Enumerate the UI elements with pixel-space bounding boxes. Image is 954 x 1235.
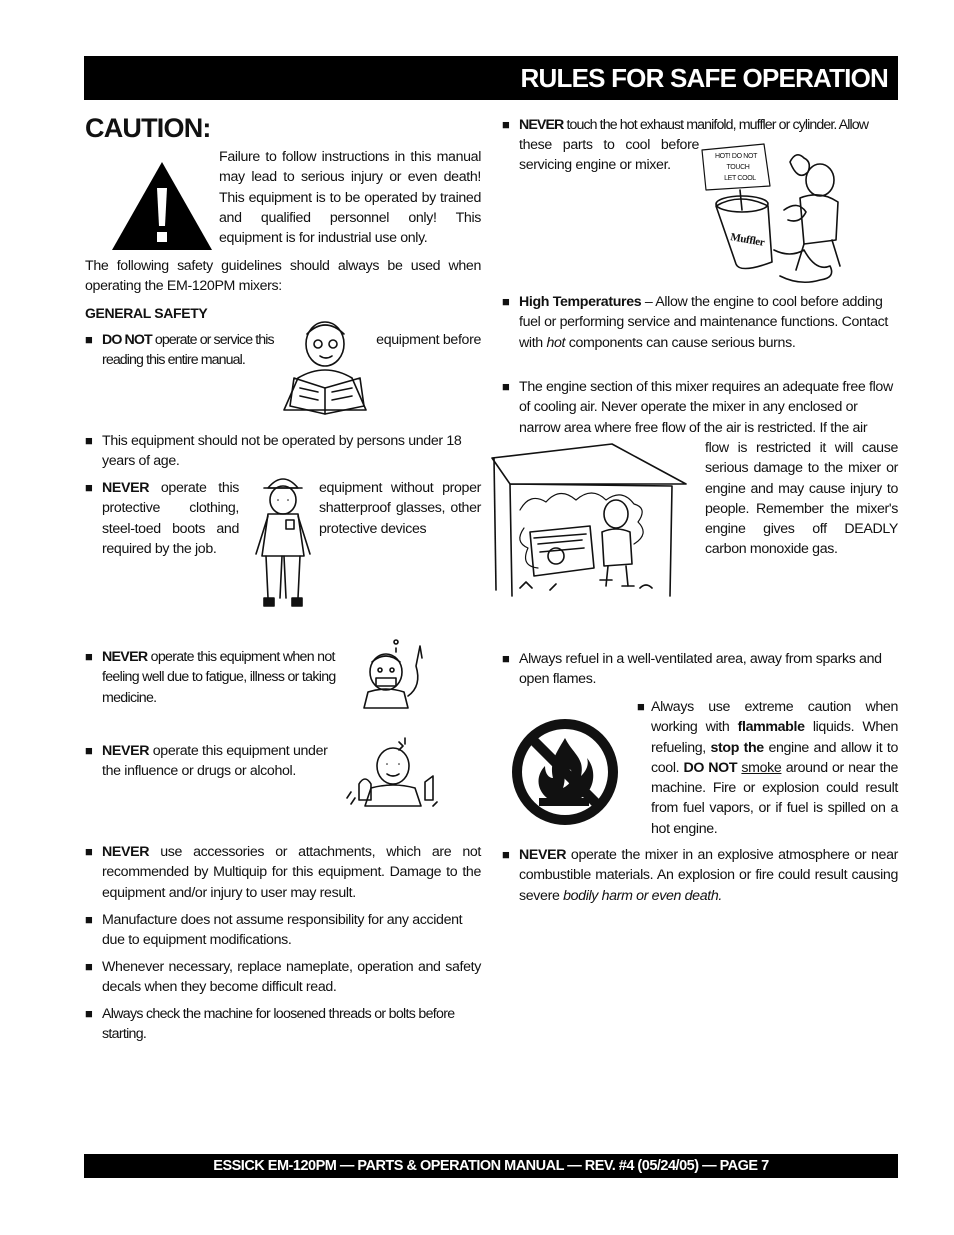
list-item: ■ NEVER touch the hot exhaust manifold, muffler or cylinder. Allow (502, 117, 869, 133)
warning-triangle-icon (110, 160, 214, 252)
header-bar (84, 56, 898, 100)
intro-guidelines: The following safety guidelines should always be used when operating the EM-120PM mixers: (85, 258, 481, 295)
footer-text: ESSICK EM-120PM — PARTS & OPERATION MANUAL — REV. #4 (05/24/05) — PAGE 7 (213, 1158, 769, 1174)
list-item-text: equipment before (376, 332, 481, 348)
muffler-label: Muffler (729, 231, 766, 249)
list-item: ■ NEVER operate this equipment when not feeling well due to fatigue, illness or taking medicine. (85, 649, 336, 706)
protective-worker-illustration (248, 470, 318, 610)
list-item: ■ Manufacture does not assume responsibility for any accident due to equipment modifications. (85, 912, 463, 949)
hot-muffler-illustration (700, 140, 850, 288)
sign-text: LET COOL (724, 175, 756, 182)
list-item: ■ The engine section of this mixer requires an adequate free flow of cooling air. Never operate the mixer in any enclosed or narrow area where free flow of the air is restricted. If the air (502, 379, 893, 436)
list-item: ■ NEVER use accessories or attachments, which are not recommended by Multiquip for this equipment. Damage to the equipment and/or injury to user may result. (85, 844, 481, 901)
list-item: ■ NEVER operate this equipment under the influence or drugs or alcohol. (85, 743, 328, 780)
list-item-text: these parts to cool before servicing engine or mixer. (519, 137, 699, 174)
list-item: ■ Always refuel in a well-ventilated area, away from sparks and open flames. (502, 651, 882, 688)
sick-person-illustration (360, 636, 436, 710)
list-item-text: flow is restricted it will cause serious damage to the mixer or engine and may cause injury to people. Remember the mixer's engine gives off DEADLY carbon monoxide gas. (705, 440, 898, 558)
list-item: ■ NEVER operate this protective clothing, steel-toed boots and required by the job. (85, 480, 239, 557)
reading-man-illustration (280, 318, 380, 416)
footer-bar (84, 1154, 898, 1178)
general-safety-heading: GENERAL SAFETY (85, 305, 208, 321)
drunk-person-illustration (345, 736, 441, 810)
sign-text: HOT! DO NOT (714, 153, 758, 160)
sign-text: TOUCH (726, 164, 750, 171)
no-open-flame-icon (511, 718, 619, 826)
caution-heading: CAUTION: (85, 113, 211, 143)
list-item: ■ High Temperatures – Allow the engine to cool before adding fuel or performing service and maintenance functions. Contact with hot components can cause serious burns. (502, 294, 889, 351)
list-item: ■ Always use extreme caution when working with flammable liquids. When refueling, stop the engine and allow it to cool. DO NOT smoke around or near the machine. Fire or explosion could result from fuel vapors, or if fuel is spilled on a hot engine. (637, 699, 899, 837)
list-item: ■ NEVER operate the mixer in an explosive atmosphere or near combustible materials. An explosion or fire could result causing severe bodily harm or even death. (502, 847, 898, 904)
list-item: ■ This equipment should not be operated by persons under 18 years of age. (85, 433, 462, 470)
enclosed-area-illustration (490, 440, 692, 602)
list-item: ■ Whenever necessary, replace nameplate, operation and safety decals when they become difficult read. (85, 959, 481, 996)
list-item-text: equipment without proper shatterproof glasses, other protective devices (319, 480, 481, 537)
list-item: ■ DO NOT operate or service this reading this entire manual. (85, 332, 274, 369)
list-item: ■ Always check the machine for loosened threads or bolts before starting. (85, 1006, 455, 1043)
intro-warning: Failure to follow instructions in this manual may lead to serious injury or even death! This equipment is to be operated by trained and qualified personnel only! This equipment is for industrial use only. (219, 149, 481, 247)
page-title: RULES FOR SAFE OPERATION (520, 63, 888, 93)
